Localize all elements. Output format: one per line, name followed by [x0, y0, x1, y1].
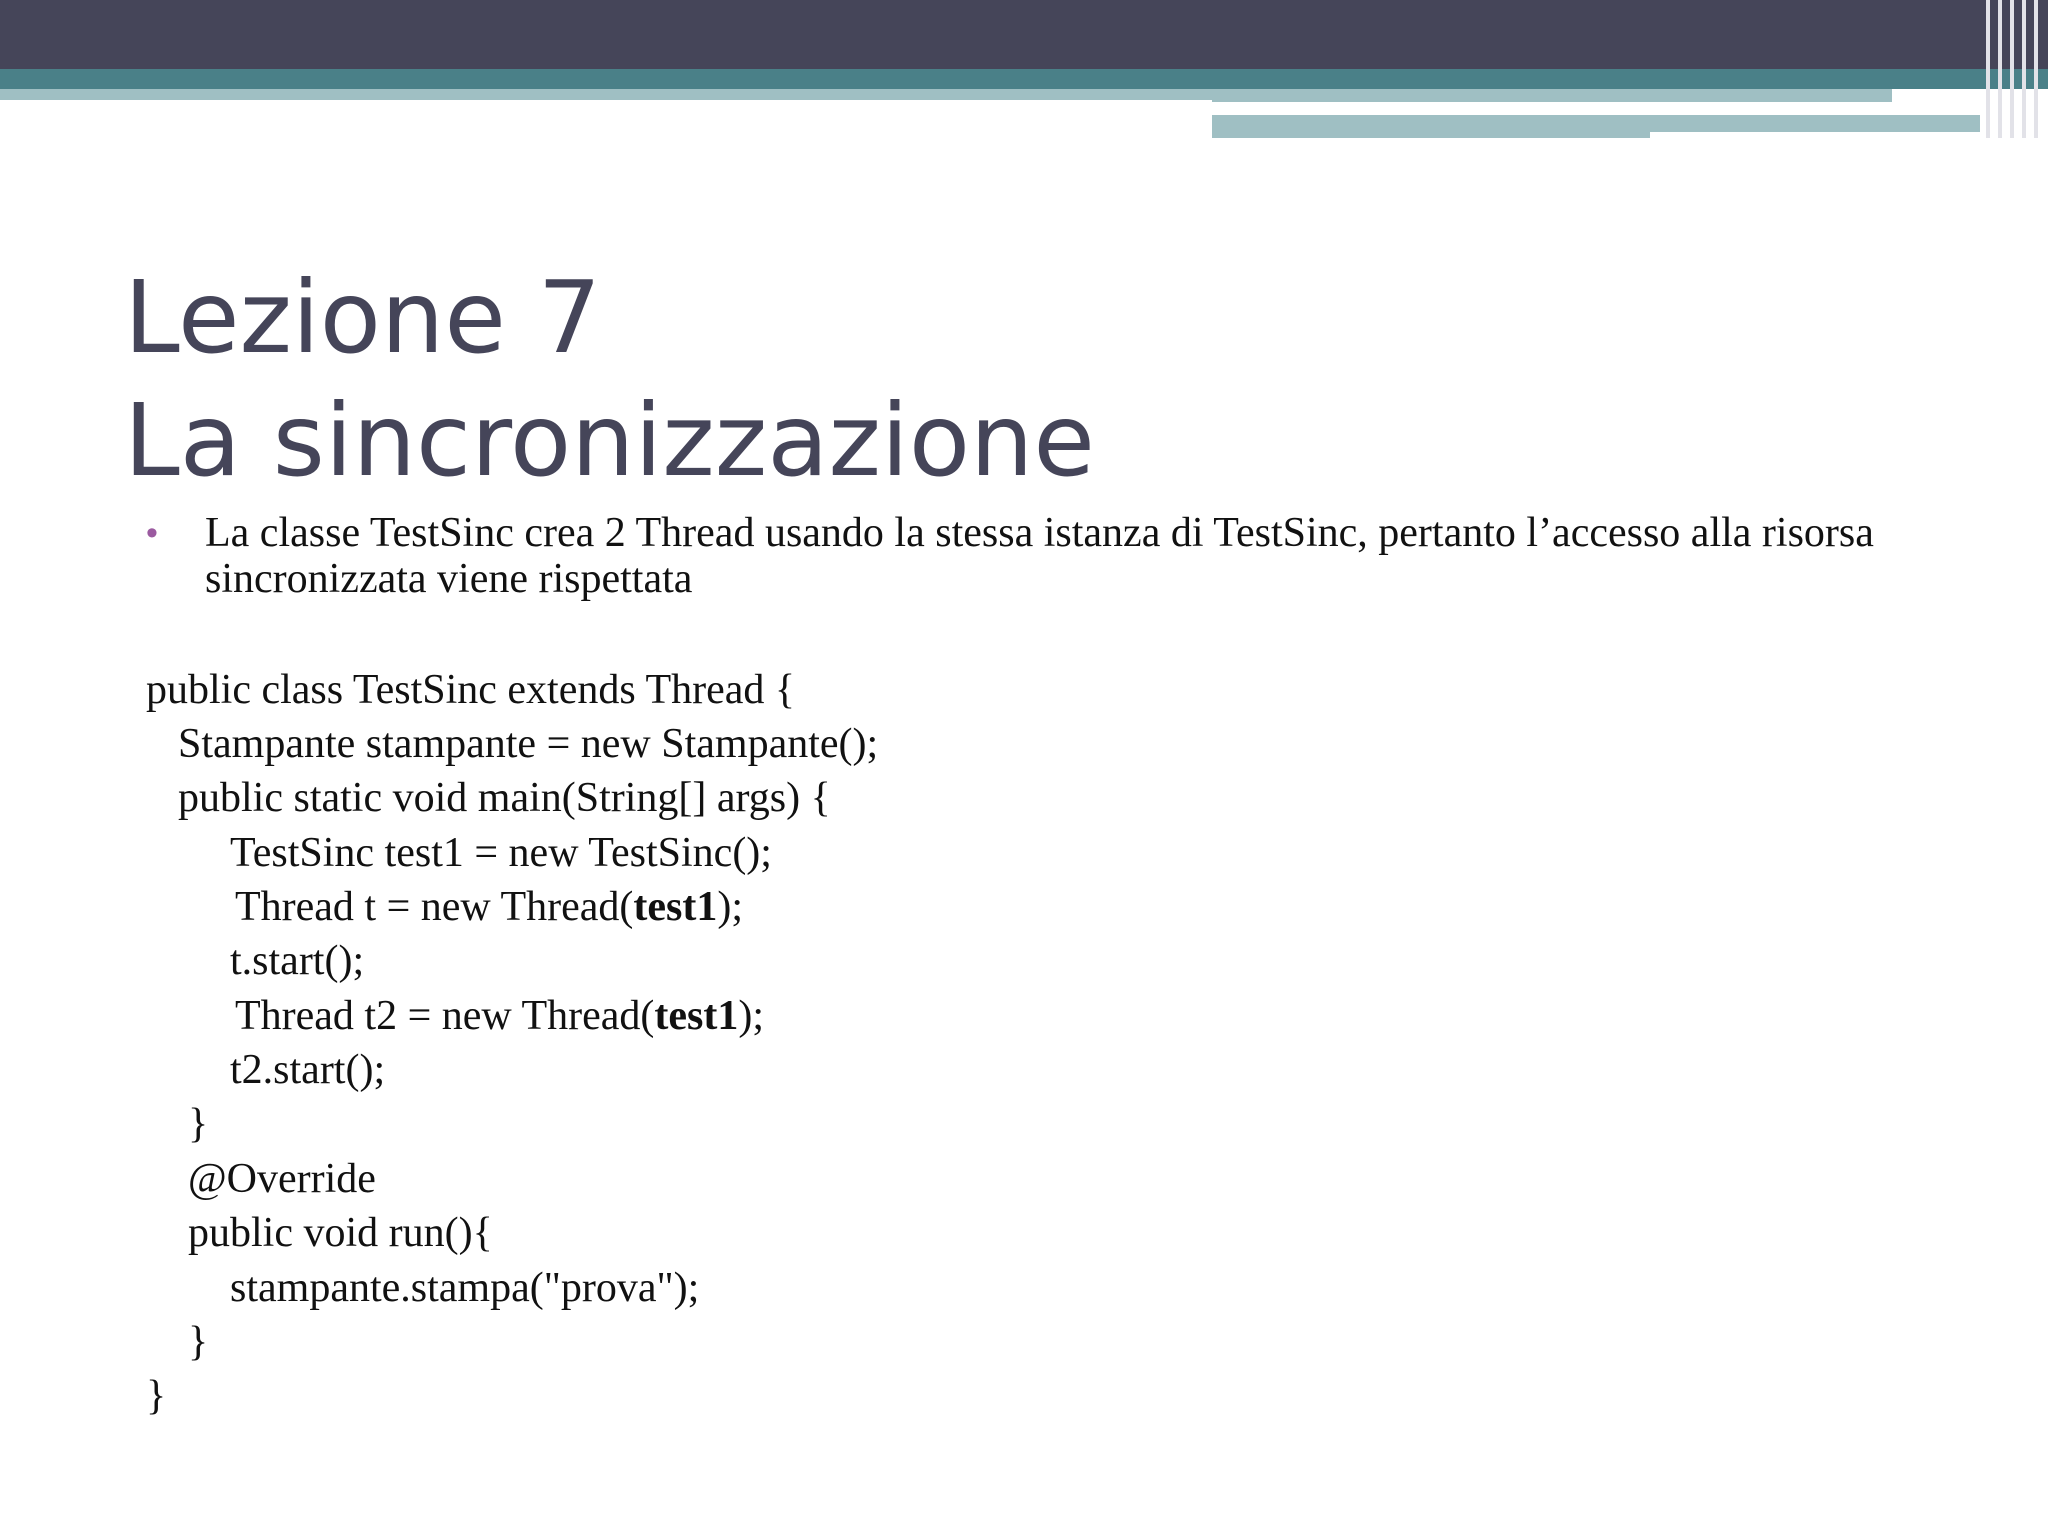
code-line — [235, 989, 764, 1043]
code-line: t.start(); — [230, 938, 365, 984]
code-text-bold: test1 — [633, 884, 718, 930]
code-text: ); — [717, 884, 744, 930]
header-stripe — [2034, 0, 2038, 138]
code-line: public void run(){ — [188, 1210, 493, 1256]
header-band-dark — [0, 0, 2048, 69]
header-stripe — [1986, 0, 1990, 138]
code-text: Thread t2 = new Thread( — [235, 993, 655, 1039]
header-stripe — [1998, 0, 2002, 138]
code-line: } — [188, 1319, 209, 1365]
bullet-item — [146, 510, 1876, 602]
code-line: stampante.stampa("prova"); — [230, 1265, 700, 1311]
bullet-text: La classe TestSinc crea 2 Thread usando la stessa istanza di TestSinc, pertanto l’accesso alla risorsa sincronizzata viene rispettata — [205, 510, 1874, 602]
header-band-right-b — [1212, 115, 1650, 138]
code-line: @Override — [188, 1156, 376, 1202]
code-line: public class TestSinc extends Thread { — [146, 667, 796, 713]
code-line: } — [146, 1373, 167, 1419]
header-band-teal — [0, 69, 2048, 89]
code-line: public static void main(String[] args) { — [178, 775, 831, 821]
bullet-icon: • — [146, 514, 158, 552]
header-band-right-c — [1650, 115, 1980, 132]
header-stripe — [2022, 0, 2026, 138]
header-band-right-white — [1212, 102, 1898, 115]
code-text-bold: test1 — [654, 993, 739, 1039]
header-stripe — [2010, 0, 2014, 138]
code-line: Stampante stampante = new Stampante(); — [178, 721, 879, 767]
code-line: t2.start(); — [230, 1047, 386, 1093]
code-line — [235, 880, 743, 934]
slide-title-line1: Lezione 7 — [124, 259, 602, 376]
code-text: ); — [738, 993, 765, 1039]
code-text: Thread t = new Thread( — [235, 884, 634, 930]
code-line: } — [188, 1101, 209, 1147]
code-line: TestSinc test1 = new TestSinc(); — [230, 830, 772, 876]
slide-title-line2: La sincronizzazione — [124, 382, 1095, 499]
slide-title — [124, 256, 1095, 502]
header-band-light — [0, 89, 1212, 100]
